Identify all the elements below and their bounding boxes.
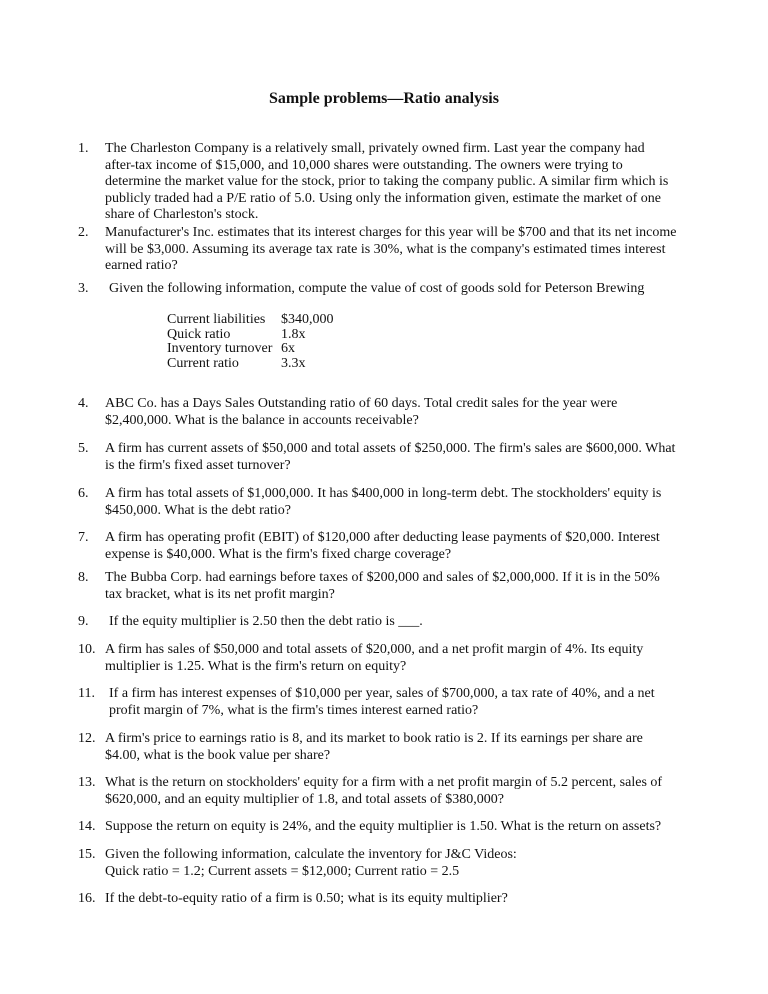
problem-text: A firm has total assets of $1,000,000. It has $400,000 in long-term debt. The stockholders' equity is $450,000. What is the debt ratio?	[105, 486, 662, 518]
problem-text: ABC Co. has a Days Sales Outstanding ratio of 60 days. Total credit sales for the year were $2,400,000. What is the balance in accounts receivable?	[105, 396, 618, 428]
problem-number: 5.	[78, 441, 89, 456]
row-label: Inventory turnover	[167, 341, 273, 356]
problem-1	[78, 141, 678, 224]
problem-text: If the debt-to-equity ratio of a firm is 0.50; what is its equity multiplier?	[105, 891, 508, 906]
problem-number: 6.	[78, 486, 89, 501]
problem-number: 13.	[78, 775, 96, 790]
problem-text: Given the following information, calculate the inventory for J&C Videos:	[105, 847, 517, 862]
problem-16	[78, 891, 678, 908]
problem-11	[78, 686, 678, 719]
problem-text: A firm's price to earnings ratio is 8, and its market to book ratio is 2. If its earnings per share are $4.00, what is the book value per share?	[105, 731, 643, 763]
problem-10	[78, 642, 678, 675]
problem-number: 9.	[78, 614, 89, 629]
problem-3	[78, 281, 678, 298]
problem-3-data-table	[167, 313, 334, 371]
problem-7	[78, 530, 678, 563]
problem-4	[78, 396, 678, 429]
table-row	[167, 328, 334, 343]
row-value: $340,000	[281, 312, 334, 327]
problem-text: If the equity multiplier is 2.50 then the debt ratio is ___.	[109, 614, 423, 629]
problem-text: A firm has sales of $50,000 and total assets of $20,000, and a net profit margin of 4%. Its equity multiplier is 1.25. What is the firm's return on equity?	[105, 642, 644, 674]
problem-14	[78, 819, 678, 836]
problem-number: 1.	[78, 141, 89, 156]
problem-13	[78, 775, 678, 808]
problem-text: If a firm has interest expenses of $10,000 per year, sales of $700,000, a tax rate of 40%, and a net profit margin of 7%, what is the firm's times interest earned ratio?	[109, 686, 655, 718]
problem-number: 3.	[78, 281, 89, 296]
problem-5	[78, 441, 678, 474]
problem-number: 12.	[78, 731, 96, 746]
row-value: 1.8x	[281, 326, 306, 342]
problem-number: 10.	[78, 642, 96, 657]
problem-text: A firm has operating profit (EBIT) of $120,000 after deducting lease payments of $20,000. Interest expense is $40,000. What is the firm's fixed charge coverage?	[105, 530, 660, 562]
problem-9	[78, 614, 678, 631]
row-label: Current liabilities	[167, 312, 266, 327]
problem-text: The Bubba Corp. had earnings before taxes of $200,000 and sales of $2,000,000. If it is in the 50% tax bracket, what is its net profit margin?	[105, 570, 660, 602]
table-row	[167, 342, 334, 357]
row-value: 6x	[281, 341, 295, 356]
problem-text: Given the following information, compute the value of cost of goods sold for Peterson Brewing	[109, 281, 645, 296]
page-title: Sample problems—Ratio analysis	[269, 90, 499, 107]
problem-text: The Charleston Company is a relatively small, privately owned firm. Last year the company had after-tax income of $15,000, and 10,000 shares were outstanding. The owners were trying to determine the market value for the stock, prior to taking the company public. A similar firm which is publicly traded had a P/E ratio of 5.0. Using only the information given, estimate the market of one share of Charleston's stock.	[105, 141, 669, 222]
problem-text-line-2: Quick ratio = 1.2; Current assets = $12,000; Current ratio = 2.5	[105, 863, 460, 879]
problem-15	[78, 847, 678, 880]
problem-number: 8.	[78, 570, 89, 585]
problem-text: A firm has current assets of $50,000 and total assets of $250,000. The firm's sales are $600,000. What is the firm's fixed asset turnover?	[105, 441, 676, 473]
problem-number: 11.	[78, 686, 95, 701]
table-row	[167, 357, 334, 372]
problem-6	[78, 486, 678, 519]
row-label: Quick ratio	[167, 326, 231, 342]
problem-number: 4.	[78, 396, 89, 411]
problem-8	[78, 570, 678, 603]
problem-text: What is the return on stockholders' equity for a firm with a net profit margin of 5.2 percent, sales of $620,000, and an equity multiplier of 1.8, and total assets of $380,000?	[105, 775, 663, 807]
problem-text: Manufacturer's Inc. estimates that its interest charges for this year will be $700 and that its net income will be $3,000. Assuming its average tax rate is 30%, what is the company's estimated times interest earned ratio?	[105, 225, 677, 273]
problem-number: 2.	[78, 225, 89, 240]
table-row	[167, 313, 334, 328]
row-label: Current ratio	[167, 355, 239, 371]
problem-number: 7.	[78, 530, 89, 545]
problem-number: 14.	[78, 819, 96, 834]
problem-number: 16.	[78, 891, 96, 906]
problem-12	[78, 731, 678, 764]
problem-text: Suppose the return on equity is 24%, and the equity multiplier is 1.50. What is the return on assets?	[105, 819, 662, 834]
problem-2	[78, 225, 678, 275]
problem-number: 15.	[78, 847, 96, 862]
row-value: 3.3x	[281, 355, 306, 371]
